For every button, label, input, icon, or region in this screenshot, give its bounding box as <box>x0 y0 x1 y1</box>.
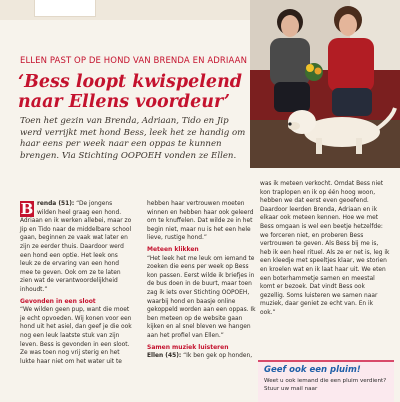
column-2-text-3: “Ik ben gek op honden, <box>183 353 253 360</box>
column-1-text-2: “We wilden geen pup, want die moet je echt opvoeden. Wij konen voor een hond uit het asiel, dan geef je die ook nog een leuk laatste stuk van zijn leven. Bess is gevonden in een sloot. Ze was toen nog vrij sterig en het lukte haar niet om het water uit te <box>20 307 132 365</box>
article-column-2 <box>147 200 257 361</box>
subhead-samen-muziek: Samen muziek luisteren <box>147 343 229 351</box>
column-1-text-1: “De jongens wilden heel graag een hond. Adriaan en ik werken allebei, maar zo Jip en Tido naar de middelbare school gaan, beginnen ze vaak wat later en zijn ze eerder thuis. Daardoor werd een hond een optie. Het leek ons leuk ze de ervaring van een hond mee te geven. Ook om ze te laten zien wat de verantwoordelijkheid inhoudt.” <box>20 201 132 293</box>
photo-illustration <box>250 0 400 168</box>
speaker-ellen: Ellen (45): <box>147 353 182 360</box>
column-2-text-2: “Het leek het me leuk om iemand te zoeken die eens per week op Bess kon passen. Eerst wilde ik briefjes in de bus doen in de buurt, maar toen zag ik iets over Stichting OOPOEH, waarbij hond en baasje online gekoppeld worden aan een oppas. Ik ben meteen op de website gaan kijken en al snel bleven we hangen aan het profiel van Ellen.” <box>147 255 256 339</box>
speaker-brenda: renda (51): <box>37 201 75 207</box>
pluim-box-title: Geef ook een pluim! <box>264 365 361 375</box>
pluim-box-body: Weet u ook iemand die een pluim verdient? Stuur uw mail naar <box>264 378 387 392</box>
article-photo <box>250 0 400 168</box>
article-column-1 <box>20 200 132 366</box>
subhead-meteen-klikken: Meteen klikken <box>147 245 199 253</box>
pluim-box <box>258 360 394 402</box>
article-kicker: ELLEN PAST OP DE HOND VAN BRENDA EN ADRIAAN <box>20 56 248 66</box>
top-tab <box>34 0 96 17</box>
subhead-gevonden: Gevonden in een sloot <box>20 297 96 305</box>
article-column-3 <box>260 180 390 318</box>
drop-cap: B <box>20 200 34 218</box>
column-1-paragraph-1 <box>20 200 132 295</box>
article-intro: Toen het gezin van Brenda, Adriaan, Tido en Jip werd verrijkt met hond Bess, leek het ze handig om haar eens per week naar een oppas te kunnen brengen. Via Stichting OOPOEH vonden ze Ellen. <box>20 116 246 162</box>
top-strip <box>0 0 250 20</box>
column-2-text-1: hebben haar vertrouwen moeten winnen en hebben haar ook geleerd om te knuffelen. Dat wilde ze in het begin niet, maar nu is het een hele lieve, rustige hond.” <box>147 201 254 242</box>
column-2-paragraph-3 <box>147 352 257 361</box>
column-3-text-1: was ik meteen verkocht. Omdat Bess niet kon traplopen en ik op één hoog woon, hebben we dat eerst even geoefend. Daardoor leerden Brenda, Adriaan en ik elkaar ook meteen kennen. Hoe we met Bess omgaan is wel een beetje hetzelfde: we forceren niet, en proberen Bess vertrouwen te geven. Als Bess bij me is, heb ik een heel rituel. Als ze er net is, leg ik een kleedje met speeltjes klaar, we storien en kroelen wat en ik laat haar uit. We eten een boterhammetje samen en meestal komt er bezoek. Dat vindt Bess ook gezellig. Soms luisteren we samen naar muziek, daar geniet ze echt van. En ik ook.” <box>260 181 390 316</box>
article-headline: ‘Bess loopt kwispelend naar Ellens voordeur’ <box>18 72 243 112</box>
